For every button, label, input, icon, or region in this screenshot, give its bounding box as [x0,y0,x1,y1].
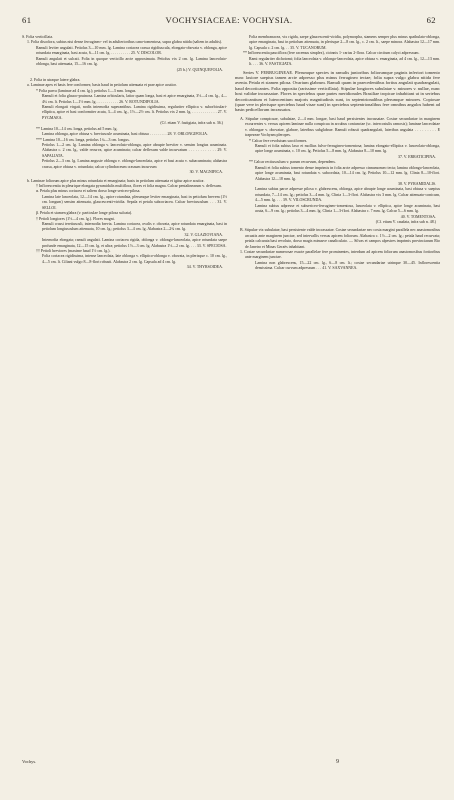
left-column-paragraph: Internodia elongata; ramuli angulati. Lamina coriacea rigida, oblonga v. oblongo-lanceolata, apice rotundata saepe profunde emarginata, 12—15 cm. lg. et ultra; petiolus 1½—3 cm. lg. Alabastra 1½—2 cm. lg. . . . 33. V. SPECIOSA. [42,237,227,248]
left-column-paragraph: Ramuli leviter angulati. Petiolus 3—10 mm. lg. Lamina coriacea crassa rigidiuscula, elongato-obovata v. oblonga, apice rotundata emarginata, basi acuta, 6—11 cm. lg. . . . . . . . . . . 25. V. DISCOLOR. [36,44,227,56]
running-title: VOCHYSIACEAE: VOCHYSIA. [165,15,293,25]
left-column-paragraph: a. Laminae apex et basis fere conformes; basis haud in petiolum attenuata et prae apice acutior. [27,82,177,88]
left-column-paragraph: Lamina late lanceolata, 12—14 cm. lg., apice rotundata, plerumque leviter emarginata, basi in petiolum brevem (1½ cm. longum) sensim attenuata, glaucescenti-viridia. Sepala et petala subcoriacea. Calcar breviusculum . . . 31. V. SELLOI. [42,193,227,210]
left-column-paragraph: † Petioli longiores (1½—4 cm. lg.). Flores magni. [36,215,115,221]
right-column-paragraph: Lamina non glabrescens, 15—22 cm. lg., 6—8 cm. lt.; costae secundariae utrinque 30—45. Inflorescentia densissima. Calcar curvum adpressum . . . 41. V. SAXVANNEA. [255,259,440,271]
right-column-paragraph: Lamina subtus adpresse et subsericeo-ferrugineo-tomentosa, lanceolata v. elliptica, apice longe acuminata, basi acuta, 6—9 cm. lg.; petiolus 3—4 mm. lg. Clinia 1—3-flori. Alabastra c. 7 mm. lg. Calcar 5—6 mm. lg. [255,202,440,214]
right-column-paragraph: ** Inflorescentia pauciflora (fere racemus simplex), cicinnis 1- rarius 2-flora. Calcar circitum calyci adpressum. [243,50,420,56]
page-number-left: 61 [22,15,32,25]
page-header [22,15,436,29]
right-column-paragraph: (Cf. etiam V. caudata, infra sub n. 48.) [375,218,436,224]
right-column-paragraph: Folia membranacea, vix rigida, saepe glaucescenti-viridia, polymorpha, stamens semper plus minus spathulato-oblonga, apice emarginata, basi in petiolum attenuata, in plerisque 2—8 cm. lg., c. 2 cm. lt., saepe minora. Alabastra 12—17 mm. lg. Capsula c. 2 cm. lg. . . 35. V. TUCANORUM. [249,34,440,50]
right-column [235,34,440,271]
left-column-paragraph: ** Lamina 10—14 cm. longa, petiolus ad 5 mm. lg. [36,125,118,131]
right-column-paragraph: Lamina subtus parce adpresse pilosa v. glabrescens, oblonga, apice abrupte longe acuminata, basi obtusa v. saepius rotundata, 7—14 cm. lg.; petiolus 3—4 mm. lg. Clinia 1—3-flori. Alabastra vix 3 mm. lg. Calcar attenuato-conicum, 4—5 mm. lg. . . . 39. V. VILOSCRUNDA. [255,186,440,203]
left-column-paragraph: (Cf. etiam V. fastigiata, infra sub n. 36.) [160,120,223,126]
left-column-paragraph: 34. V. THYRSOIDEA. [186,264,223,270]
left-column-paragraph: Petiolus 1—2 cm. lg. Lamina oblonga v. lanceolato-oblonga, apice abrupte breviter v. sensim longius acuminata. Alabastra c. 2 cm. lg., valde recurva, apice acuminata; calcar deflexum valde incurvatum . . . . . . . . . . . . 29. V. SAPALIATA. [42,142,227,158]
left-column-paragraph: *** Lamina 10—16 cm. longa, petiolus 1¼—3 cm. longus. [36,136,130,142]
right-column-paragraph: 1. Costae secundariae numerosae exacte parallelae fere prominentes, interdum ad apicem foliorum anastomosibus fortioribus ante marginem junctae. [240,249,440,260]
right-column-paragraph: A. Stipulae conspicuae, subulatae, 2—4 mm. longae, basi haud persistentes incrassatae. Costae secundariae in marginem excurrentes v. versus apicem laminae nulla conspicua in arcubus coniunctae (sc. intercostulis ramosis); laminae lanceolatae v. oblongae v. obovatae, glabrae, lateribus subglabrae. Ramuli robusti quadrangulati, lateribus angulata . . . . . . . . . E trapezeae Vochyam pleropes. [240,115,440,138]
right-column-paragraph: Ramuli et folia subtus laxo et mollius fulvo-ferrugineo-tomentosa; lamina elongato-elliptica v. lanceolato-oblonga, apice longe acuminata, c. 10 cm. lg. Petiolus 5—8 mm. lg. Alabastra 8—10 mm. lg. [255,143,440,154]
right-column-paragraph: B. Stipulae vix subulatae, basi persistente valde incrassatae. Costae secundariae nec costa margini parallela nec anastomosibus arcuatis ante marginem junctae, sed intervallis versus apicem foliorum. Alabastra c. 1½—2 cm. lg.; petala haud recurvata; petala calcarata basi revoluto, dorso magis minusve canaliculato. — Silvas et campos alpestres imprimis provinciarum Rio de Janeiro et Minas Geraës inhabitant. [240,227,440,249]
right-column-paragraph: 40. V. TOMENTOSA. [400,213,436,219]
left-column-paragraph: Petiolus 2—3 cm. lg. Lamina anguste oblonga v. oblongo-lanceolata, apice et basi acuta v. subacuminata; alabastra crassa, apice obtusa v. rotundata; calcar cylindraceum crassum incurvum [42,158,227,169]
left-column-paragraph: 2. Folia in utraque latere glabra. [30,76,81,82]
right-column-paragraph: ** Calcar rectiusculum v. parum recurvum, dependens. [249,159,336,165]
right-column-paragraph: Series V. FERRUGINEAE. Plerumque species in ramulis junioribus foliorumque paginis inferiori tomento nunc laxiore saepius tamen arcte adpresso plus minus ferrugineo tectae; folia supra vulgo glabra nitida fere avenia. Petala et stamen pilosa. Ovarium glabrum. Ramuli quam in praecedentibus fortius angulati quadrangulati, haud decorticantes. Folia opposita (rarissime verticillata). Stipulae longiores subulatae v. minores v. nullae, nunc hosi validae incrassatae. Flores in speciebus quae partes meridionales Brasiliae tropicae inhabitant ut in seriebus decorticantium et luteocentium majoris magnitudinis sunt, in septentrionalibus plerumque minores. Copiosae (quae vere in plerisque speciebus haud visae sunt) in speciebus septentrionalibus fere omnibus angulos habent ad basin pedicellorum incrassatos. [235,69,440,113]
left-column-paragraph: Ramuli elongati virgati, nodis internodia superantibus. Lamina rigidissima, regulariter elliptica v. suborbiculari-elliptica, apice et basi conformiter acuta, 3—4 cm. lg., 1½—2½ cm. lt. Petiolus vix 2 mm. lg. . . . . . . . . . . . . 27. V. PYGMAEA. [42,104,227,120]
left-column-paragraph: Ramuli angulati et sulcati. Folia in quoque verticillo arcte approximata. Petiolus vix 2 cm. lg. Lamina lanceolato-oblonga, basi attenuata, 15—16 cm. lg. [36,55,227,67]
left-column-paragraph: 1. Folia discolora, subtus nisi dense ferrugineo- vel in adulterioribus cano-tomentosa, supra glabra nitida (saltem in adultis). [27,39,223,45]
left-column-paragraph: Folia coriacea rigidissima, intense lanceolata, late oblonga v. elliptico-oblonga v. obovata, in plerisque c. 10 cm. lg., 4—5 cm. lt. Ciliani vulgo 8—8-flori robusti. Alabastra 2 cm. lg. Capsula ad 4 cm. lg. [42,253,227,264]
left-column-paragraph: * Folia parva (laminae ad 4 cm. lg.); petiolus 1—3 mm. longus. [36,87,137,93]
left-column-paragraph: 30. V. MAGNIFICA. [189,169,223,175]
right-column-paragraph: 37. V. ERRATICIPINA. [397,153,436,159]
signature-mark: Vochys. [22,759,37,764]
left-column-paragraph: (25 b.) V. QUINQUEFOLIA. [176,66,223,72]
right-column-paragraph: 38. V. PYRAMIDALIS. [397,180,436,186]
right-column-paragraph: Ramuli et folia subtus tomento dense imprimis in folia arcte adpresso cinnamomeo tecta; lamina oblongo-lanceolata, apice longe acuminata, basi rotundata v. subcordata, 10—14 cm. lg. Petiolus 10—12 mm. lg. Clinia 8—10-flori. Alabastra 12—18 mm. lg. [255,164,440,181]
left-column-paragraph: S. Folia verticillata. [22,34,54,39]
left-column-paragraph: 32. V. GLAZIOVIANA. [184,231,223,237]
left-column-paragraph: b. Laminae foliorum apice plus minus rotundata et emarginata; basis in petiolum attenuata et igitur apice acutior. [27,177,205,183]
left-column-paragraph: † Inflorescentia in pleurique elongata pyramidalis multiflora, flores et folia magna. Calcar pentalinearum v. deflexum. [36,182,222,188]
page-number-right: 62 [426,15,436,25]
left-column-paragraph: †† Petioli breviores (maxime haud 1½ cm. lg.). [36,248,111,254]
right-column-paragraph: * Calcar fere revolutum sacciformes. [249,137,308,143]
left-column-paragraph: Lamina oblonga, apice obtusa v. breviuscule acuminata, basi obtusa . . . . . . . . . 28. V. OBLONGIFOLIA. [42,131,208,137]
left-column-paragraph: Ramuli et folia glauco-pruinosa. Lamina orbicularis, latior quam longa, basi et apice emarginata, 3½—4 cm. lg., 4—4¾ cm. lt. Petiolus 1—1½ mm. lg. . . . . . . . . . . . 26. V. ROTUNDIFOLIA. [42,93,227,104]
left-column-paragraph: Ramuli crassi teretiusculi, internodia brevia. Lamina coriacea, ovalis v. obovata, apice rotundata emarginata, basi in petiolum longiusculum attenuata, 10 cm. lg.; petiolus 3—4 cm. lg. Alabastra 2—2¾ cm. lg. [42,220,227,232]
left-column-paragraph: α. Petala plus minus coriacea et saltem dorso longe sericeo-pilosa. [36,188,141,194]
sheet-number: 9 [336,759,339,765]
left-column-paragraph: β. Petala et stamen glabra (v. particulae longe pilosa sulcata). [36,210,133,216]
right-column-paragraph: Rami regulariter dichotomi; folia lanceolata v. oblongo-lanceolata, apice obtusa v. emarginata, ad 4 cm. lg., 12—13 mm. lt. . . . 36. V. FASTIGIATA. [249,55,440,67]
left-column [22,34,227,270]
